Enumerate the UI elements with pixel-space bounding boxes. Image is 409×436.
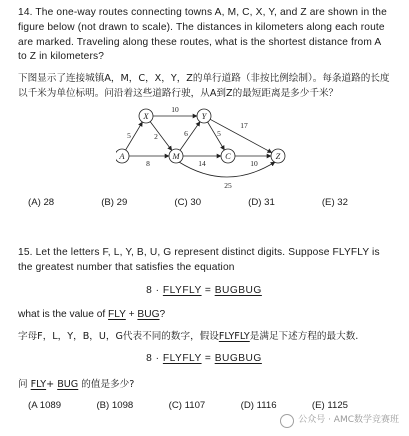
choice-b[interactable]: (B) 29 xyxy=(101,196,128,208)
wechat-icon xyxy=(280,414,294,428)
edge-weight-y-z: 17 xyxy=(240,120,248,130)
edge-weight-m-z: 25 xyxy=(224,180,232,190)
problem-15 xyxy=(18,246,390,413)
choice-a[interactable]: (A 1089 xyxy=(28,399,62,411)
edge-weight-a-x: 5 xyxy=(127,130,131,140)
problem-14-text-en: 14. The one-way routes connecting towns A, M, C, X, Y, and Z are shown in the figure below (not drawn to scale). The distances in kilometers along each route are marked. Traveling along these routes, what is the shortest distance from A to Z in kilometers? xyxy=(18,7,387,63)
choice-e[interactable]: (E) 1125 xyxy=(311,399,348,411)
edge-weight-y-c: 5 xyxy=(217,128,221,138)
node-label-x: X xyxy=(143,110,149,121)
node-label-y: Y xyxy=(201,110,207,121)
equation-bugbug: BUGBUG xyxy=(214,284,262,296)
edge-weight-a-m: 8 xyxy=(146,158,150,168)
equation: 8 · FLYFLY = BUGBUG xyxy=(146,284,262,296)
watermark: 公众号 · AMC数学竞赛班 xyxy=(280,414,399,428)
edge-weight-m-c: 14 xyxy=(198,158,206,168)
edge-weight-c-z: 10 xyxy=(250,158,258,168)
edge-m-y xyxy=(180,122,200,151)
choice-b[interactable]: (B) 1098 xyxy=(96,399,134,411)
problem-15-question-zh: 问 FLY+ BUG 的值是多少? xyxy=(18,379,135,391)
graph-nodes xyxy=(116,109,285,163)
choice-c[interactable]: (C) 30 xyxy=(174,196,202,208)
edge-weight-x-m: 2 xyxy=(154,131,158,141)
choice-c[interactable]: (C) 1107 xyxy=(168,399,206,411)
edge-m-z xyxy=(179,162,275,177)
node-label-m: M xyxy=(172,150,180,161)
equation-flyfly: FLYFLY xyxy=(162,284,202,296)
node-label-c: C xyxy=(225,150,231,161)
problem-15-question-en: what is the value of FLY + BUG? xyxy=(18,309,166,321)
problem-15-choices xyxy=(28,399,348,413)
problem-14-choices xyxy=(28,196,348,210)
choice-e[interactable]: (E) 32 xyxy=(321,196,348,208)
edge-weight-m-y: 6 xyxy=(184,128,188,138)
equation-2: 8 · FLYFLY = BUGBUG xyxy=(146,353,262,365)
node-label-a: A xyxy=(119,150,125,161)
node-label-z: Z xyxy=(275,150,281,161)
edge-weight-x-y: 10 xyxy=(171,105,179,114)
problem-14-text-zh: 下图显示了连接城镇A，M，C，X，Y，Z的单行道路（非按比例绘制）。每条道路的长度以千米为单位标明。问沿着这些道路行驶，从A到Z的最短距离是多少千米？ xyxy=(18,73,390,100)
problem-14 xyxy=(18,6,390,210)
route-graph xyxy=(116,106,296,192)
choice-d[interactable]: (D) 1116 xyxy=(240,399,277,411)
choice-a[interactable]: (A) 28 xyxy=(28,196,55,208)
choice-d[interactable]: (D) 31 xyxy=(248,196,275,208)
edge-y-c xyxy=(208,122,225,150)
problem-15-text-en: 15. Let the letters F, L, Y, B, U, G represent distinct digits. Suppose FLYFLY is the greatest number that satisfies the equation xyxy=(18,247,380,273)
problem-15-text-zh: 字母F，L，Y，B，U，G代表不同的数字，假设FLYFLY是满足下述方程的最大数. xyxy=(18,331,359,343)
